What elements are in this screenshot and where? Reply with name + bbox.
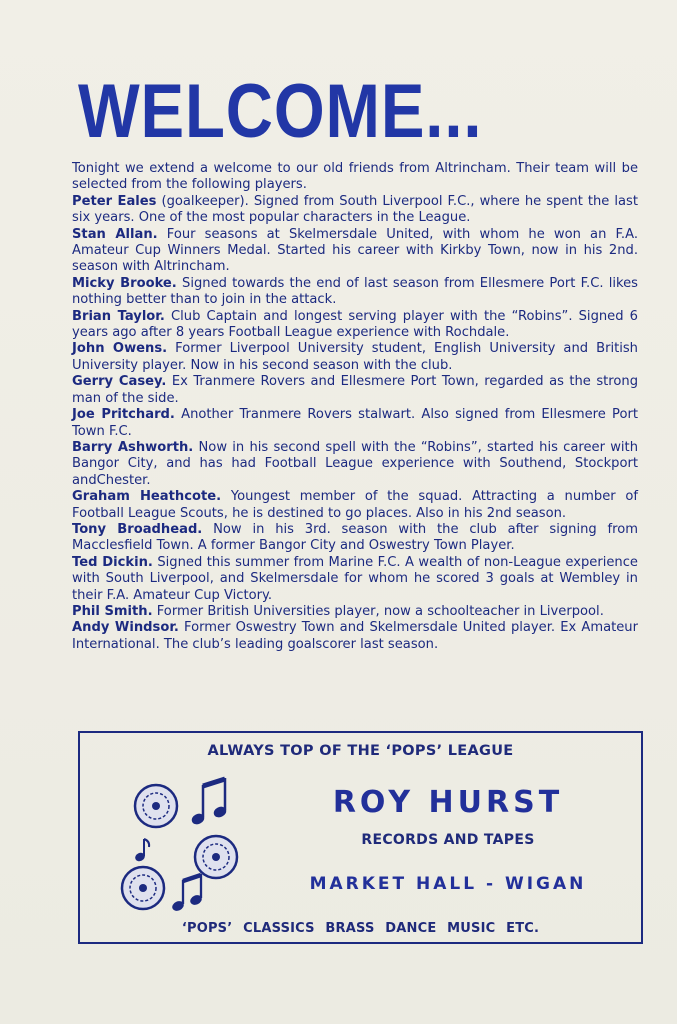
player-entry	[72, 194, 638, 227]
double-note-icon	[171, 874, 202, 912]
player-name: Peter Eales	[72, 193, 157, 209]
player-name: Stan Allan.	[72, 226, 158, 242]
player-name: Tony Broadhead.	[72, 521, 203, 537]
player-entry	[72, 341, 638, 374]
player-entry	[72, 309, 638, 342]
player-name: Gerry Casey.	[72, 374, 167, 390]
player-description: Ex Tranmere Rovers and Ellesmere Port Town, regarded as the strong man of the side.	[72, 374, 639, 406]
player-name: Brian Taylor.	[72, 308, 165, 324]
player-name: Graham Heathcote.	[72, 489, 222, 505]
double-note-icon	[191, 778, 228, 826]
player-entry	[72, 555, 638, 604]
player-description: Four seasons at Skelmersdale United, with whom he won an F.A. Amateur Cup Winners Medal. Started his career with Kirkby Town, now in his 2nd. season with Altrincham.	[72, 226, 638, 275]
player-entry	[72, 440, 638, 489]
player-entry	[72, 276, 638, 309]
player-description: Signed towards the end of last season from Ellesmere Port F.C. likes nothing better than to join in the attack.	[72, 275, 638, 308]
player-description: Club Captain and longest serving player with the “Robins”. Signed 6 years ago after 8 years Football League experience with Rochdale.	[72, 308, 638, 341]
record-icon	[122, 867, 164, 909]
player-entry	[72, 407, 638, 440]
player-name: Micky Brooke.	[72, 275, 177, 291]
player-description: Former British Universities player, now a schoolteacher in Liverpool.	[152, 603, 604, 619]
player-description: Former Oswestry Town and Skelmersdale United player. Ex Amateur International. The club’s leading goalscorer last season.	[72, 620, 638, 652]
player-entry	[72, 604, 638, 620]
roy-hurst-advert	[78, 731, 643, 944]
player-name: Barry Ashworth.	[72, 439, 194, 455]
ad-categories: ‘POPS’ CLASSICS BRASS DANCE MUSIC ETC.	[181, 921, 540, 936]
player-description: Former Liverpool University student, English University and British University player. Now in his second season with the club.	[72, 341, 638, 373]
player-list	[72, 194, 638, 653]
records-and-notes-illustration	[120, 769, 250, 919]
player-description: Now in his second spell with the “Robins”, started his career with Bangor City, and has had Football League experience with Southend, Stockport andChester.	[72, 439, 638, 488]
page-title: WELCOME...	[78, 69, 483, 154]
player-description: Youngest member of the squad. Attracting a number of Football League Scouts, he is destined to go places. Also in his 2nd season.	[72, 489, 639, 521]
player-description: (goalkeeper). Signed from South Liverpool F.C., where he spent the last six years. One of the most popular characters in the League.	[72, 193, 638, 226]
player-entry	[72, 374, 638, 407]
player-description: Now in his 3rd. season with the club after signing from Macclesfield Town. A former Bangor City and Oswestry Town Player.	[72, 521, 638, 554]
player-name: Joe Pritchard.	[72, 407, 175, 423]
ad-tagline: ALWAYS TOP OF THE ‘POPS’ LEAGUE	[207, 743, 514, 759]
player-entry	[72, 489, 638, 522]
player-entry	[72, 522, 638, 555]
player-entry	[72, 620, 638, 653]
welcome-text	[72, 161, 638, 653]
intro-paragraph: Tonight we extend a welcome to our old friends from Altrincham. Their team will be selected from the following players.	[72, 161, 638, 193]
single-note-icon	[134, 839, 149, 862]
record-icon	[195, 836, 237, 878]
ad-business-name: ROY HURST	[332, 785, 564, 820]
player-name: Phil Smith.	[72, 603, 153, 619]
record-icon	[135, 785, 177, 827]
player-entry	[72, 227, 638, 276]
player-description: Another Tranmere Rovers stalwart. Also signed from Ellesmere Port Town F.C.	[72, 407, 638, 439]
player-name: Andy Windsor.	[72, 620, 179, 636]
player-name: John Owens.	[72, 341, 168, 357]
player-name: Ted Dickin.	[72, 554, 153, 570]
player-description: Signed this summer from Marine F.C. A wealth of non-League experience with South Liverpool, and Skelmersdale for whom he scored 3 goals at Wembley in their F.A. Amateur Cup Victory.	[72, 554, 638, 603]
ad-address: MARKET HALL - WIGAN	[309, 874, 587, 894]
ad-subtitle: RECORDS AND TAPES	[361, 832, 535, 848]
